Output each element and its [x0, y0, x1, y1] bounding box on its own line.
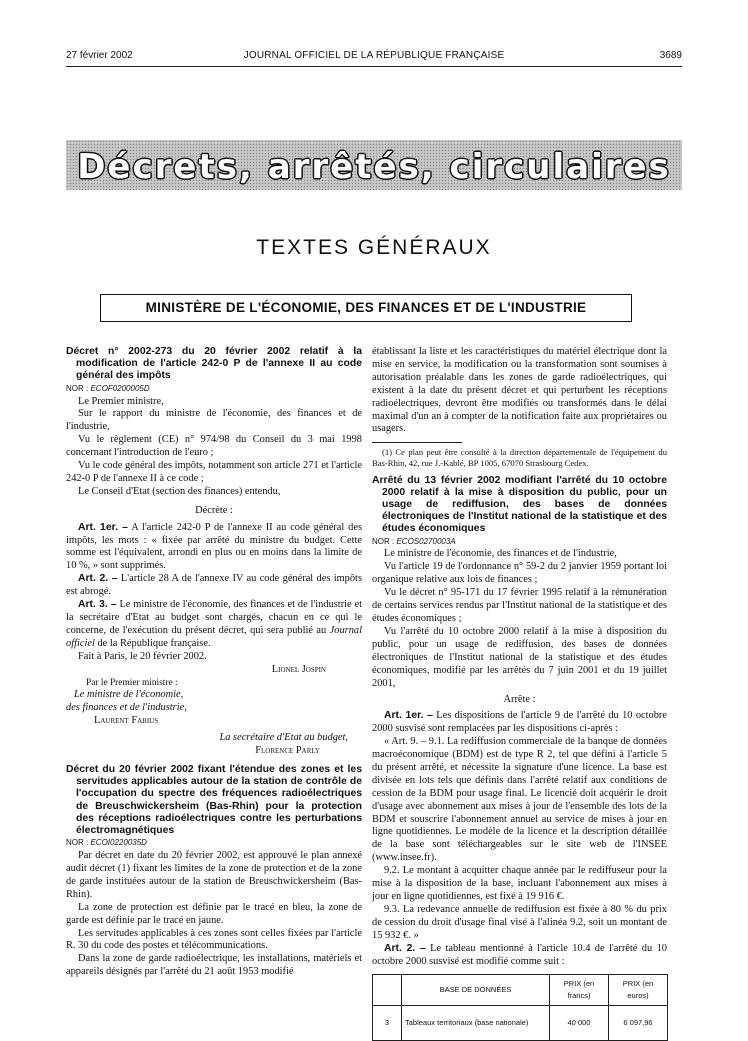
article-1: Art. 1er. – A l'article 242-0 P de l'annexe II au code général des impôts, les mots : « fixée par arrêté du ministre du budget. Cette somme est l'équivalent, arrondi en plus ou en moins dans la limite de 10 %, » sont supprimés.	[66, 521, 362, 572]
secretary-role: La secrétaire d'Etat au budget,	[219, 732, 348, 744]
text-paragraph: Par décret en date du 20 février 2002, est approuvé le plan annexé audit décret (1) fixant les limites de la zone de protection et de la zone de garde instituées autour de la station de Breuschwickersheim (Bas-Rhin).	[66, 850, 362, 900]
decrete-label: Décrète :	[195, 504, 233, 516]
table-header-cell: PRIX (en francs)	[550, 975, 609, 1006]
arrete-nor: NOR : ECOS0270003A	[372, 536, 456, 546]
fait-a-paris: Fait à Paris, le 20 février 2002.	[78, 650, 207, 662]
table-cell: 3	[373, 1006, 402, 1041]
minister-role: des finances et de l'industrie,	[66, 702, 187, 714]
article-2: Art. 2. – L'article 28 A de l'annexe IV au code général des impôts est abrogé.	[66, 573, 362, 598]
table-row	[373, 1006, 668, 1041]
text-paragraph: Vu le décret n° 95-171 du 17 février 1995 relatif à la rémunération de certains services rendus par l'Institut national de la statistique et des études économiques ;	[372, 587, 667, 624]
text-paragraph: Vu l'article 19 de l'ordonnance n° 59-2 du 2 janvier 1959 portant loi organique relative aux lois de finances ;	[372, 561, 667, 586]
decree-2-title: Décret du 20 février 2002 fixant l'étendue des zones et les servitudes applicables autour de la station de contrôle de l'occupation du spectre des fréquences radioélectriques de Breuschwickersheim (Bas-Rhin) pour la protection des réceptions radioélectriques contre les perturbations électromagnétiques	[66, 763, 362, 836]
right-column	[372, 346, 667, 1041]
text-paragraph: Vu le règlement (CE) n° 974/98 du Conseil du 3 mai 1998 concernant l'introduction de l'euro ;	[66, 434, 362, 459]
banner	[66, 140, 682, 190]
decree-1-nor: NOR : ECOF0200005D	[66, 383, 150, 393]
table-header-cell	[373, 975, 402, 1006]
footnote-rule	[372, 442, 462, 443]
minister-role: Le ministre de l'économie,	[74, 689, 184, 701]
text-paragraph: Vu l'arrêté du 10 octobre 2000 relatif à la mise à disposition du public, pour un usage de rediffusion, des bases de données électroniques de l'Institut national de la statistique et des études économiques, modifié par les arrêtés du 7 juin 2001 et du 19 juillet 2001,	[372, 625, 667, 689]
decree-2-nor: NOR : ECOI0220035D	[66, 838, 147, 848]
header-rule	[66, 66, 682, 67]
ministry-box: MINISTÈRE DE L'ÉCONOMIE, DES FINANCES ET DE L'INDUSTRIE	[100, 294, 632, 322]
table-header-row	[373, 975, 668, 1006]
table-header-cell: BASE DE DONNÉES	[402, 975, 550, 1006]
table-cell: 40 000	[550, 1006, 609, 1041]
table-cell: Tableaux territoriaux (base nationale)	[402, 1006, 550, 1041]
decree-1-title: Décret n° 2002-273 du 20 février 2002 relatif à la modification de l'article 242-0 P de l'annexe II au code général des impôts	[66, 346, 362, 382]
arrete-article-1: Art. 1er. – Les dispositions de l'article 9 de l'arrêté du 10 octobre 2000 susvisé sont remplacées par les dispositions ci-après :	[372, 710, 667, 735]
footnote: (1) Ce plan peut être consulté à la direction départementale de l'équipement du Bas-Rhin, 42, rue J.-Kablé, BP 1005, 67070 Strasbourg Cedex.	[372, 447, 667, 468]
banner-title: Décrets, arrêtés, circulaires	[77, 147, 671, 187]
arrete-article-2: Art. 2. – Le tableau mentionné à l'article 10.4 de l'arrêté du 10 octobre 2000 susvisé est modifié comme suit :	[372, 942, 667, 967]
arrete-title: Arrêté du 13 février 2002 modifiant l'arrêté du 10 octobre 2000 relatif à la mise à disposition du public, pour un usage de rediffusion, des bases de données électroniques de l'Institut national de la statistique et des études économiques	[372, 474, 667, 535]
quoted-9-2: 9.2. Le montant à acquitter chaque année par le rediffuseur pour la mise à la disposition de la base, incluant l'abonnement aux mises à jour en ligne quotidiennes, est fixé à 19 916 €.	[372, 865, 667, 903]
section-title: TEXTES GÉNÉRAUX	[256, 236, 492, 259]
text-paragraph: établissant la liste et les caractéristiques du matériel électrique dont la mise en service, la modification ou la transformation sont soumises à autorisation préalable dans les zones de garde radioélectriques, qui existent à la date du présent décret et qui perturbent les réceptions radioélectriques, devront être modifiés ou transformés dans le délai maximal d'un an à compter de la notification faite aux propriétaires ou usagers.	[372, 346, 667, 435]
issue-date: 27 février 2002	[66, 50, 133, 61]
text-paragraph: Le ministre de l'économie, des finances et de l'industrie,	[384, 548, 617, 560]
text-paragraph: Les servitudes applicables à ces zones sont celles fixées par l'article R. 30 du code des postes et télécommunications.	[66, 927, 362, 952]
quoted-9-3: 9.3. La redevance annuelle de rediffusion est fixée à 80 % du prix de cession du droit d'usage final visé à l'alinéa 9.2, soit un montant de 15 932 €. »	[372, 903, 667, 941]
article-3: Art. 3. – Le ministre de l'économie, des finances et de l'industrie et la secrétaire d'Etat au budget sont chargés, chacun en ce qui le concerne, de l'exécution du présent décret, qui sera publié au Journal officiel de la République française.	[66, 599, 362, 649]
text-paragraph: Vu le code général des impôts, notamment son article 271 et l'article 242-0 P de l'annexe II à ce code ;	[66, 460, 363, 484]
running-header	[66, 50, 682, 64]
journal-title: JOURNAL OFFICIEL DE LA RÉPUBLIQUE FRANÇAISE	[243, 50, 505, 61]
table-header-cell: PRIX (en euros)	[609, 975, 668, 1006]
signature-pm: Lionel Jospin	[271, 663, 326, 675]
table-cell: 6 097,96	[609, 1006, 668, 1041]
par-premier-ministre: Par le Premier ministre :	[86, 677, 178, 688]
secretary-name: Florence Parly	[255, 745, 320, 757]
text-paragraph: Sur le rapport du ministre de l'économie, des finances et de l'industrie,	[66, 408, 362, 433]
text-paragraph: La zone de protection est définie par le tracé en bleu, la zone de garde est définie par le tracé en jaune.	[66, 901, 362, 926]
quoted-9-1: « Art. 9. – 9.1. La rediffusion commerciale de la banque de données macroéconomique (BDM) est de type R 2, tel que défini à l'article 5 du présent arrêté, et nécessite la signature d'une licence. La base est divisée en lots tels que définis dans l'arrêté relatif aux conditions de cession de la BDM pour usage final. Le licencié doit acquérir le droit d'usage avec abonnement aux mises à jour de l'ensemble des lots de la BDM et souscrire l'abonnement annuel au service de mises à jour en ligne quotidiennes. Le modèle de la licence et la description détaillée de la base sont téléchargeables sur le site web de l'INSEE (www.insee.fr).	[372, 736, 667, 864]
arrete-label: Arrête :	[503, 694, 536, 706]
text-paragraph: Le Conseil d'Etat (section des finances) entendu,	[78, 485, 281, 497]
left-column	[66, 346, 362, 979]
minister-name: Laurent Fabius	[94, 715, 159, 727]
prices-table	[372, 974, 668, 1041]
page-number: 3689	[659, 50, 682, 61]
text-paragraph: Dans la zone de garde radioélectrique, les installations, matériels et appareils désignés par l'arrêté du 21 août 1953 modifié	[66, 953, 362, 978]
text-paragraph: Le Premier ministre,	[78, 395, 164, 407]
